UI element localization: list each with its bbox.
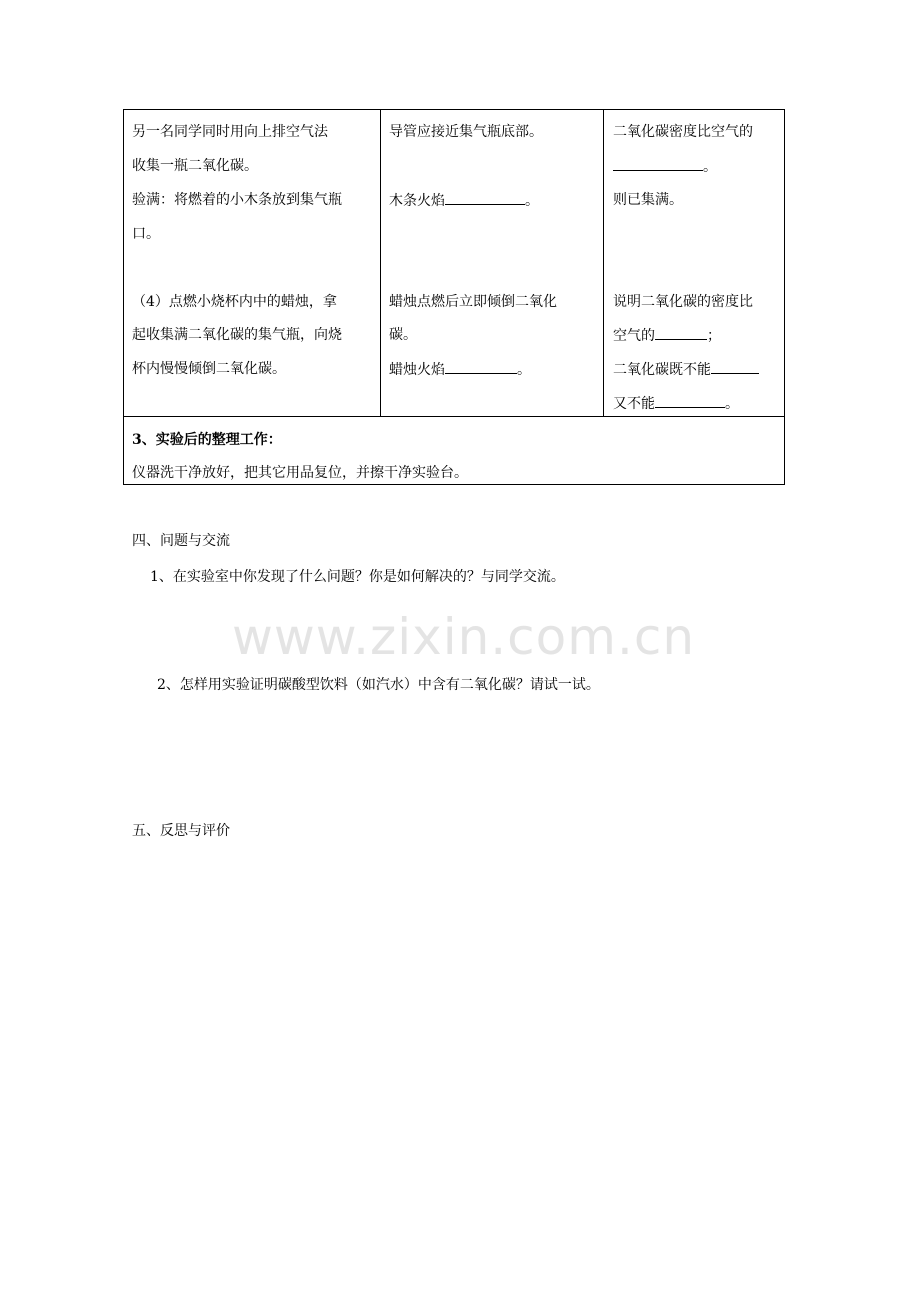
row2-col2-line3: [389, 359, 531, 380]
answer-blank[interactable]: [655, 393, 725, 408]
question-2: 2、怎样用实验证明碳酸型饮料（如汽水）中含有二氧化碳？请试一试。: [157, 677, 600, 693]
cleanup-text: 仪器洗干净放好，把其它用品复位，并擦干净实验台。: [132, 465, 468, 481]
question-1: 1、在实验室中你发现了什么问题？你是如何解决的？与同学交流。: [150, 569, 565, 585]
row1-col3-line3: 则已集满。: [613, 192, 683, 208]
punctuation: 。: [517, 362, 531, 378]
row-divider: [124, 416, 784, 417]
punctuation: 。: [725, 396, 739, 412]
row1-col1-line4: 口。: [132, 226, 160, 242]
flame-label: 木条火焰: [389, 193, 445, 209]
punctuation: 。: [525, 193, 539, 209]
answer-blank[interactable]: [445, 359, 517, 374]
answer-blank[interactable]: [445, 190, 525, 205]
section4-title: 四、问题与交流: [132, 533, 230, 549]
cleanup-heading: 3、实验后的整理工作：: [132, 432, 282, 448]
row1-col2-line2: [389, 190, 539, 211]
row2-col3-line3: [613, 359, 759, 380]
row2-col3-line1: 说明二氧化碳的密度比: [613, 294, 753, 310]
row2-col2-line1: 蜡烛点燃后立即倾倒二氧化: [389, 294, 557, 310]
row1-col2-line1: 导管应接近集气瓶底部。: [389, 124, 543, 140]
punctuation: 。: [703, 159, 717, 175]
column-divider: [603, 110, 604, 416]
flame-label: 蜡烛火焰: [389, 362, 445, 378]
row1-col1-line3: 验满：将燃着的小木条放到集气瓶: [132, 192, 342, 208]
row1-col1-line1: 另一名同学同时用向上排空气法: [132, 124, 328, 140]
section5-title: 五、反思与评价: [132, 823, 230, 839]
label: 二氧化碳既不能: [613, 362, 711, 378]
row2-col1-line3: 杯内慢慢倾倒二氧化碳。: [132, 361, 286, 377]
label: 空气的: [613, 328, 655, 344]
row2-col3-line4: [613, 393, 739, 414]
column-divider: [380, 110, 381, 416]
watermark: www.zixin.com.cn: [232, 608, 696, 666]
row1-col1-line2: 收集一瓶二氧化碳。: [132, 158, 258, 174]
label: 又不能: [613, 396, 655, 412]
experiment-table: [123, 109, 785, 485]
row2-col2-line2: 碳。: [389, 327, 417, 343]
row2-col3-line2: [613, 325, 721, 346]
answer-blank[interactable]: [613, 156, 703, 171]
punctuation: ；: [707, 328, 721, 344]
answer-blank[interactable]: [711, 359, 759, 374]
answer-blank[interactable]: [655, 325, 707, 340]
row2-col1-line1: （4）点燃小烧杯内中的蜡烛，拿: [132, 294, 337, 310]
row1-col3-line2: [613, 156, 717, 177]
row1-col3-line1: 二氧化碳密度比空气的: [613, 124, 753, 140]
row2-col1-line2: 起收集满二氧化碳的集气瓶，向烧: [132, 327, 342, 343]
